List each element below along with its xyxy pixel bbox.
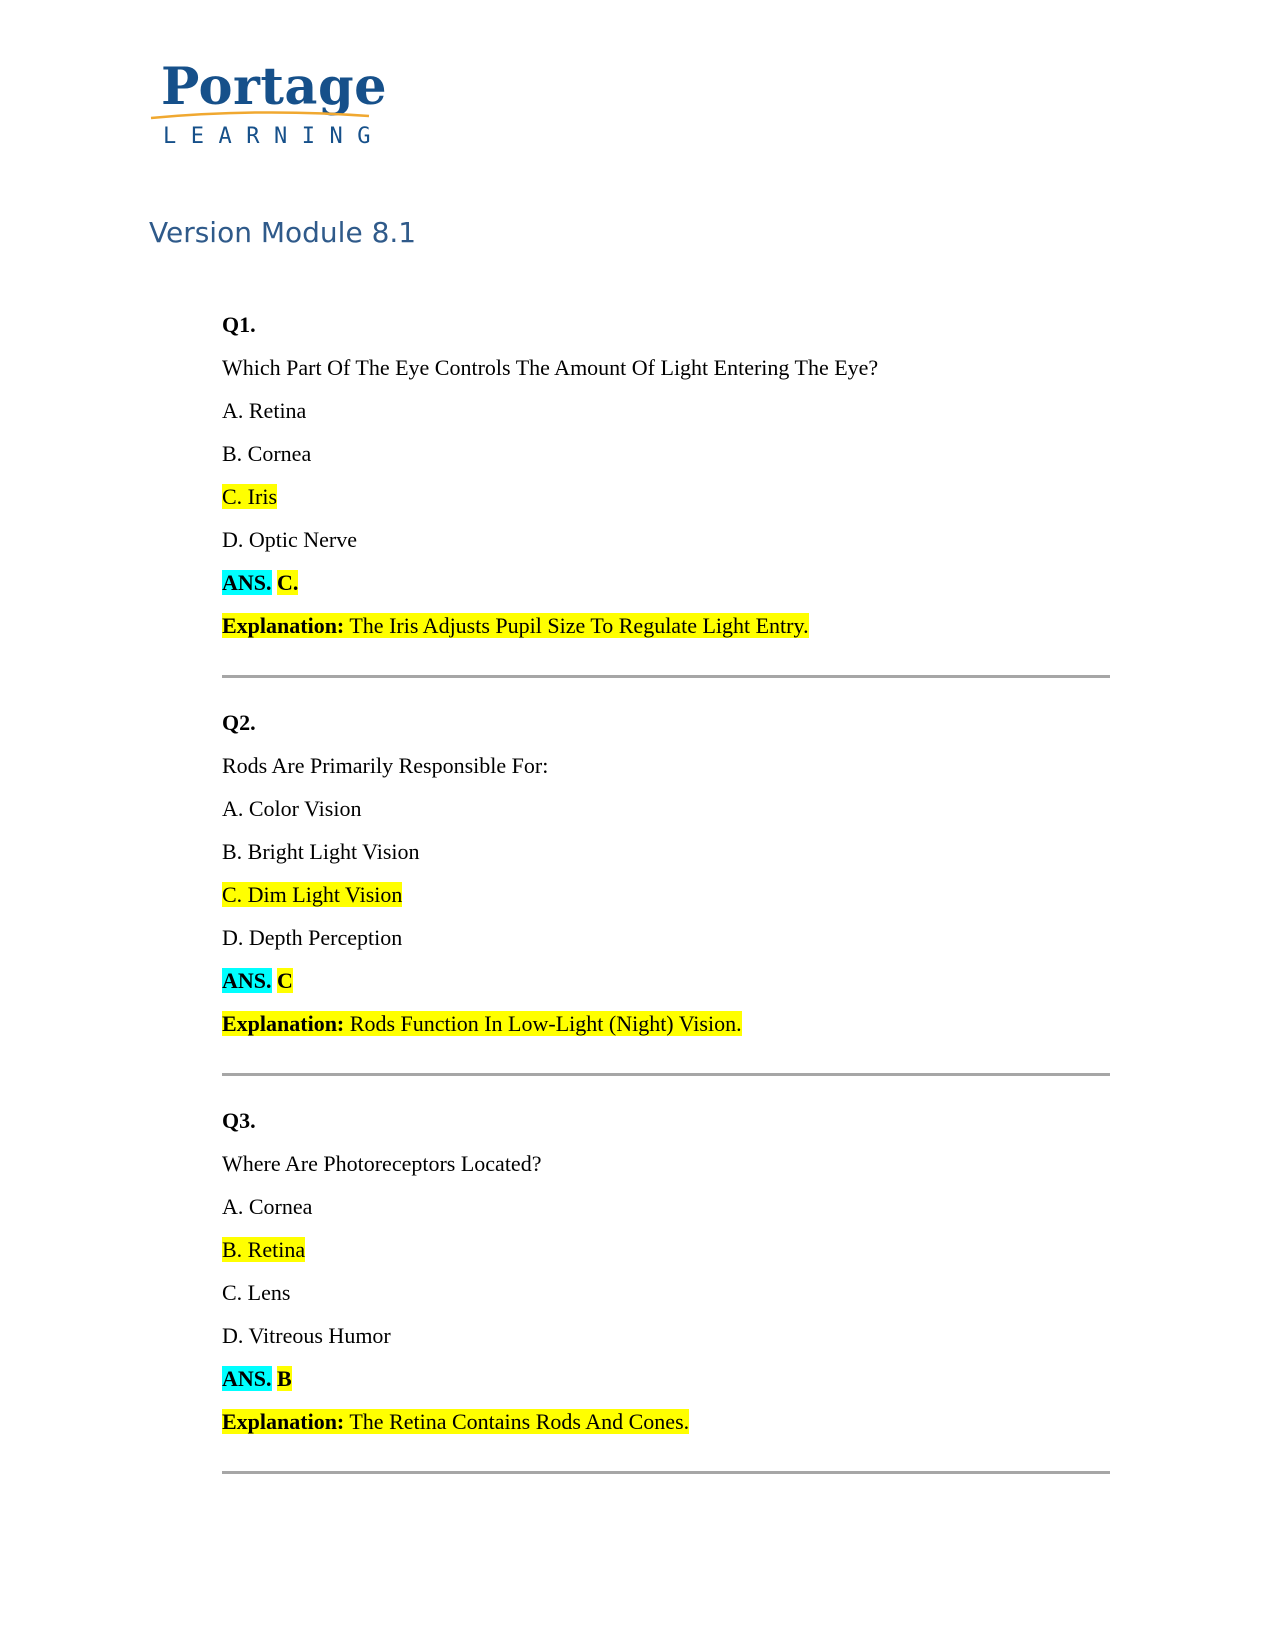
question-2 <box>222 701 1110 1076</box>
question-list <box>222 303 1110 1497</box>
portage-learning-logo <box>149 57 388 156</box>
question-number: Q3. <box>222 1108 256 1133</box>
option-c-correct: C. Dim Light Vision <box>222 882 403 907</box>
option-c-correct: C. Iris <box>222 484 277 509</box>
question-prompt: Where Are Photoreceptors Located? <box>222 1151 542 1176</box>
answer-label: ANS. <box>222 570 272 595</box>
question-1 <box>222 303 1110 678</box>
answer-value: B <box>277 1366 292 1391</box>
option-d: D. Vitreous Humor <box>222 1323 391 1348</box>
explanation-text: The Retina Contains Rods And Cones. <box>344 1409 690 1434</box>
question-divider <box>222 675 1110 678</box>
question-prompt: Rods Are Primarily Responsible For: <box>222 753 549 778</box>
option-c: C. Lens <box>222 1280 291 1305</box>
explanation-label: Explanation: <box>222 1409 345 1434</box>
option-b: B. Cornea <box>222 441 312 466</box>
document-title: Version Module 8.1 <box>149 216 417 249</box>
explanation-text: Rods Function In Low-Light (Night) Vision. <box>344 1011 742 1036</box>
question-3 <box>222 1099 1110 1474</box>
logo-wordmark: Portage <box>161 57 388 117</box>
answer-label: ANS. <box>222 968 272 993</box>
option-b-correct: B. Retina <box>222 1237 306 1262</box>
explanation-label: Explanation: <box>222 613 345 638</box>
option-a: A. Retina <box>222 398 307 423</box>
question-number: Q2. <box>222 710 256 735</box>
option-a: A. Cornea <box>222 1194 313 1219</box>
question-divider <box>222 1073 1110 1076</box>
option-a: A. Color Vision <box>222 796 362 821</box>
answer-label: ANS. <box>222 1366 272 1391</box>
answer-value: C <box>277 968 293 993</box>
option-d: D. Depth Perception <box>222 925 403 950</box>
option-d: D. Optic Nerve <box>222 527 358 552</box>
question-number: Q1. <box>222 312 256 337</box>
answer-value: C. <box>277 570 299 595</box>
option-b: B. Bright Light Vision <box>222 839 420 864</box>
explanation-label: Explanation: <box>222 1011 345 1036</box>
logo-subtitle: LEARNING <box>163 124 385 149</box>
question-divider <box>222 1471 1110 1474</box>
explanation-text: The Iris Adjusts Pupil Size To Regulate Light Entry. <box>344 613 809 638</box>
question-prompt: Which Part Of The Eye Controls The Amount Of Light Entering The Eye? <box>222 355 879 380</box>
